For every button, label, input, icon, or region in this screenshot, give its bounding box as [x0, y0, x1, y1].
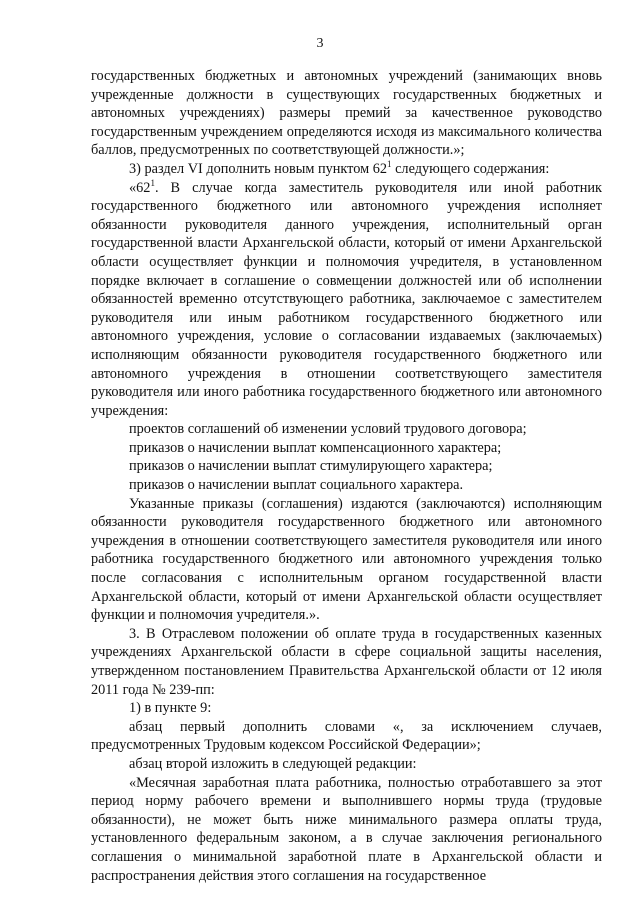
superscript: 1 [150, 177, 155, 188]
document-body [91, 67, 602, 885]
paragraph: абзац второй изложить в следующей редакции: [129, 755, 417, 772]
paragraph: «Месячная заработная плата работника, полностью отработавшего за этот период норму рабочего времени и выполнившего нормы труда (трудовые обязанности), не может быть ниже минимального размера оплаты труда, установленного федеральным законом, а в случае заключения регионального соглашения о минимальной заработной плате в Архангельской области и распространения действия этого соглашения на государственное [91, 774, 602, 884]
paragraph: 1) в пункте 9: [129, 700, 212, 717]
paragraph: приказов о начислении выплат стимулирующего характера; [129, 458, 493, 475]
paragraph: абзац первый дополнить словами «, за исключением случаев, предусмотренных Трудовым кодексом Российской Федерации»; [91, 718, 602, 754]
paragraph: приказов о начислении выплат компенсационного характера; [129, 439, 502, 456]
text-run: . В случае когда заместитель руководителя или иной работник государственного бюджетного или автономного учреждения исполняет обязанности руководителя данного учреждения, исполнительный орган государственной власти Архангельской области, который от имени Архангельской области осуществляет функции и полномочия учредителя, в установленном порядке включает в соглашение о совмещении должностей или об исполнении обязанностей временно отсутствующего работника, заключаемое с заместителем руководителя или иным работником государственного бюджетного или автономного учреждения, условие о согласовании издаваемых (заключаемых) исполняющим обязанности руководителя государственного бюджетного или автономного учреждения в отношении соответствующего заместителя руководителя или иного работника государственного бюджетного или автономного учреждения: [91, 179, 602, 419]
paragraph: государственных бюджетных и автономных учреждений (занимающих вновь учрежденные должности в существующих государственных бюджетных и автономных учреждениях) размеры премий за качественное руководство государственным учреждением определяются исходя из максимального количества баллов, предусмотренных по соответствующей должности.»; [91, 68, 602, 159]
paragraph: приказов о начислении выплат социального характера. [129, 477, 464, 494]
superscript: 1 [387, 158, 392, 169]
paragraph: Указанные приказы (соглашения) издаются (заключаются) исполняющим обязанности руководителя государственного бюджетного или автономного учреждения в отношении соответствующего заместителя руководителя или иного работника государственного бюджетного или автономного учреждения только после согласования с исполнительным органом государственной власти Архангельской области, который от имени Архангельской области осуществляет функции и полномочия учредителя.». [91, 495, 602, 624]
text-run: 3) раздел VI дополнить новым пунктом 62 [129, 160, 388, 177]
page-number: 3 [316, 36, 324, 51]
paragraph [91, 179, 602, 421]
paragraph: проектов соглашений об изменении условий трудового договора; [129, 421, 527, 438]
text-run: «62 [129, 179, 151, 196]
paragraph: 3. В Отраслевом положении об оплате труда в государственных казенных учреждениях Архангельской области в сфере социальной защиты населения, утвержденном постановлением Правительства Архангельской области от 12 июля 2011 года № 239-пп: [91, 625, 602, 698]
text-run: следующего содержания: [391, 160, 550, 177]
paragraph [91, 160, 602, 179]
